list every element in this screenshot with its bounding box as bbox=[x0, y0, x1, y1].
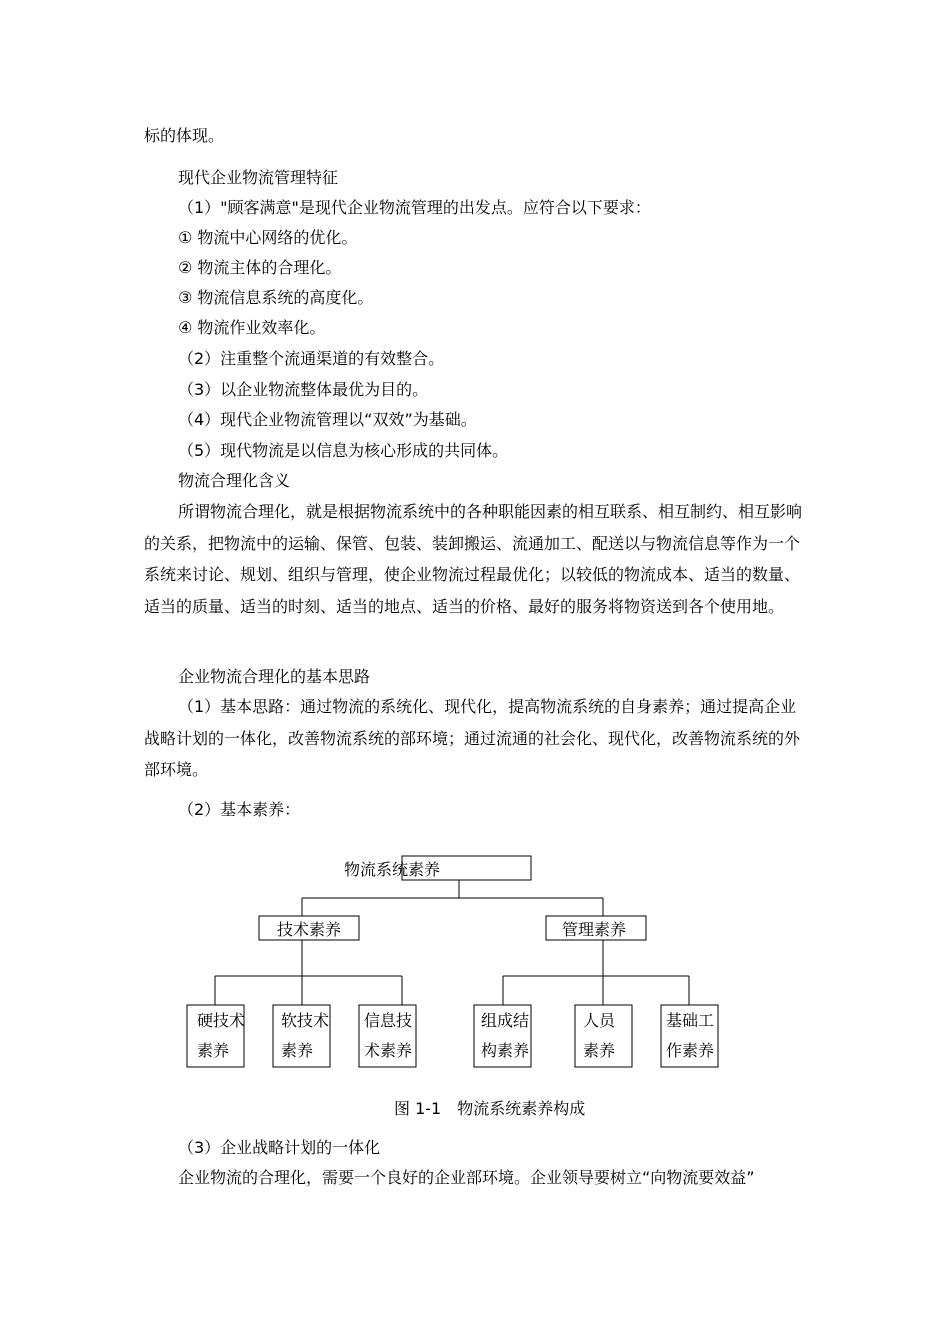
leaf-structure-line1: 组成结 bbox=[481, 1011, 530, 1030]
definition-paragraph: 所谓物流合理化，就是根据物流系统中的各种职能因素的相互联系、相互制约、相互影响的关系，把物流中的运输、保管、包装、装卸搬运、流通加工、配送以与物流信息等作为一个系统来讨论、规划、组织与管理，使企业物流过程最优化；以较低的物流成本、适当的数量、适当的质量、适当的时刻、适当的地点、适当的价格、最好的服务将物资送到各个使用地。 bbox=[144, 502, 803, 616]
paragraph-point-5: （5）现代物流是以信息为核心形成的共同体。 bbox=[178, 441, 509, 460]
paragraph-point-2: （2）注重整个流通渠道的有效整合。 bbox=[178, 349, 445, 368]
list-item-circled-1: ① 物流中心网络的优化。 bbox=[178, 228, 358, 247]
paragraph-point-3: （3）以企业物流整体最优为目的。 bbox=[178, 380, 429, 399]
leaf-foundation-line2: 作素养 bbox=[666, 1041, 715, 1060]
leaf-soft-tech-line2: 素养 bbox=[281, 1041, 314, 1060]
heading-basic-approach: 企业物流合理化的基本思路 bbox=[178, 667, 371, 686]
continued-text: 标的体现。 bbox=[144, 126, 225, 145]
diagram-node-tech-label: 技术素养 bbox=[277, 920, 342, 939]
paragraph-basic-qualities: （2）基本素养： bbox=[178, 800, 301, 819]
paragraph-point-4: （4）现代企业物流管理以“双效”为基础。 bbox=[178, 410, 477, 429]
diagram-root-label: 物流系统素养 bbox=[344, 860, 441, 879]
leaf-hard-tech-line1: 硬技术 bbox=[197, 1011, 246, 1030]
leaf-info-tech-line1: 信息技 bbox=[364, 1011, 413, 1030]
heading-definition: 物流合理化含义 bbox=[178, 471, 291, 490]
leaf-structure-line2: 构素养 bbox=[481, 1041, 530, 1060]
figure-caption bbox=[394, 1099, 585, 1119]
leaf-personnel-line1: 人员 bbox=[583, 1011, 616, 1030]
heading-features: 现代企业物流管理特征 bbox=[178, 168, 339, 187]
paragraph-strategy-text: 企业物流的合理化，需要一个良好的企业部环境。企业领导要树立“向物流要效益” bbox=[178, 1168, 755, 1187]
paragraph-strategy-integration: （3）企业战略计划的一体化 bbox=[178, 1138, 381, 1157]
list-item-circled-4: ④ 物流作业效率化。 bbox=[178, 318, 326, 337]
leaf-hard-tech-line2: 素养 bbox=[197, 1041, 230, 1060]
leaf-info-tech-line2: 术素养 bbox=[364, 1041, 413, 1060]
list-item-circled-3: ③ 物流信息系统的高度化。 bbox=[178, 288, 374, 307]
list-item-circled-2: ② 物流主体的合理化。 bbox=[178, 258, 342, 277]
leaf-soft-tech-line1: 软技术 bbox=[281, 1011, 330, 1030]
leaf-foundation-line1: 基础工 bbox=[666, 1011, 715, 1030]
leaf-personnel-line2: 素养 bbox=[583, 1041, 616, 1060]
figure-number: 图 1-1 bbox=[394, 1099, 442, 1118]
figure-title: 物流系统素养构成 bbox=[457, 1099, 586, 1118]
paragraph-point-1: （1）"顾客满意"是现代企业物流管理的出发点。应符合以下要求： bbox=[178, 198, 651, 217]
approach-paragraph: （1）基本思路：通过物流的系统化、现代化，提高物流系统的自身素养；通过提高企业战略计划的一体化，改善物流系统的部环境；通过流通的社会化、现代化，改善物流系统的外部环境。 bbox=[144, 697, 801, 779]
diagram-node-mgmt-label: 管理素养 bbox=[562, 920, 627, 939]
logistics-qualities-diagram bbox=[0, 840, 950, 1080]
